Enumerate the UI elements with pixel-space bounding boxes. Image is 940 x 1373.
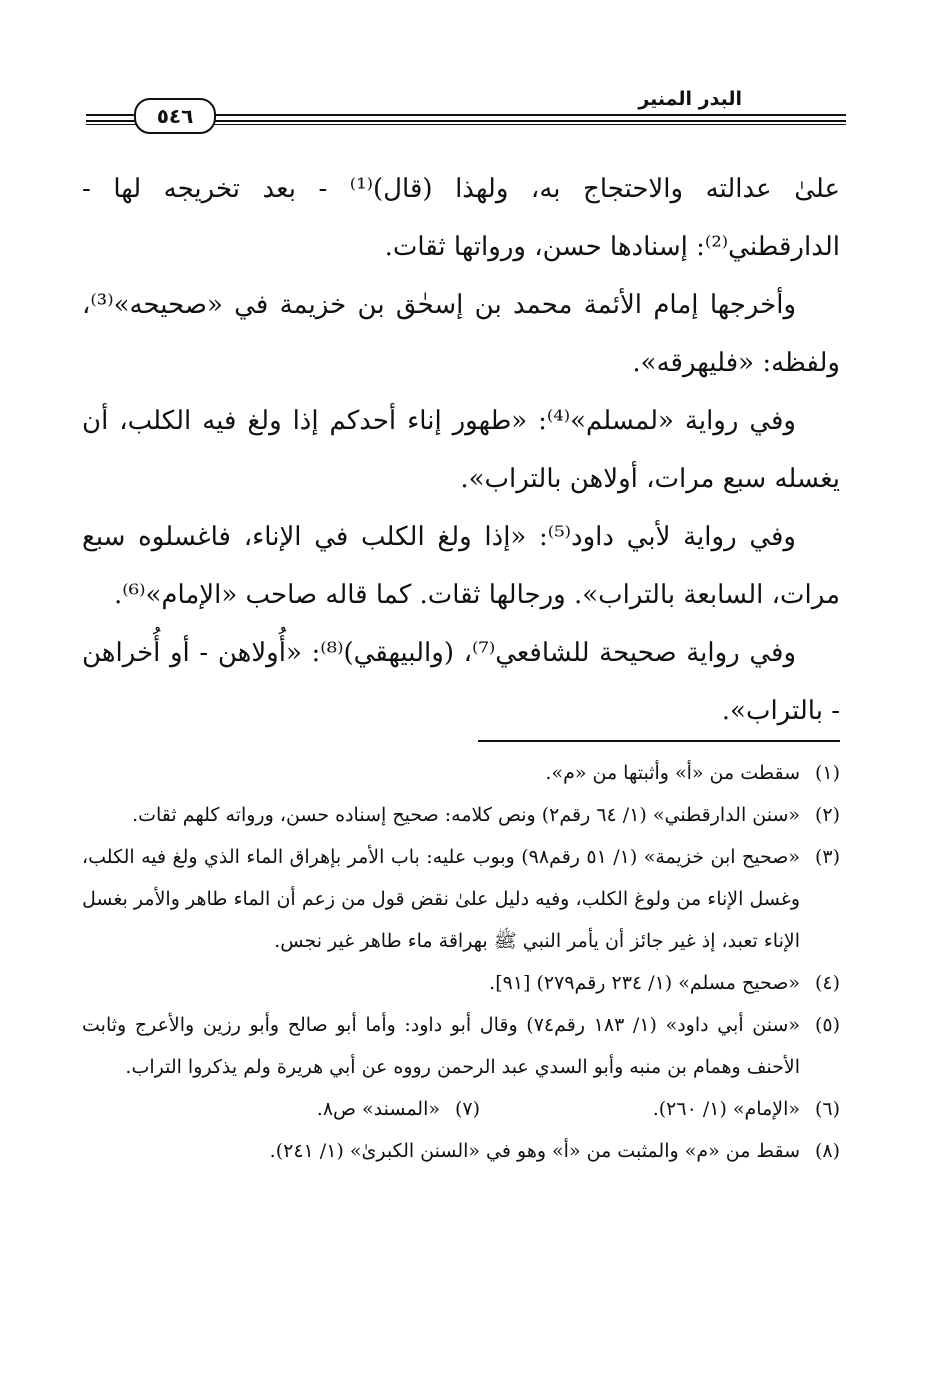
footnote-text: «سنن أبي داود» (١/ ١٨٣ رقم٧٤) وقال أبو داود: وأما أبو صالح وأبو رزين والأعرج وثابت الأحنف وهمام بن منبه وأبو السدي عبد الرحمن رووه عن أبي هريرة ولم يذكروا التراب. bbox=[82, 1014, 800, 1078]
main-text bbox=[82, 160, 840, 740]
footnote-number: (١) bbox=[814, 762, 840, 784]
footnote-number: (٤) bbox=[814, 972, 840, 994]
footnote-number: (٦) bbox=[814, 1098, 840, 1120]
paragraph: وأخرجها إمام الأئمة محمد بن إسحٰق بن خزيمة في «صحيحه»⁽³⁾، ولفظه: «فليهرقه». bbox=[82, 290, 840, 378]
footnote-text: سقطت من «أ» وأثبتها من «م». bbox=[545, 762, 800, 784]
footnote bbox=[82, 962, 840, 1004]
footnote bbox=[480, 1088, 840, 1130]
paragraph: علىٰ عدالته والاحتجاج به، ولهذا (قال)⁽¹⁾ - بعد تخريجه لها - الدارقطني⁽²⁾: إسنادها حسن، ورواتها ثقات. bbox=[82, 174, 840, 262]
paragraph: وفي رواية «لمسلم»⁽⁴⁾: «طهور إناء أحدكم إذا ولغ فيه الكلب، أن يغسله سبع مرات، أولاهن بالتراب». bbox=[82, 406, 840, 494]
footnote-text: «الإمام» (١/ ٢٦٠). bbox=[652, 1098, 800, 1120]
footnote-text: «المسند» ص٨. bbox=[316, 1098, 440, 1120]
footnote-number: (٧) bbox=[454, 1098, 480, 1120]
footnote-text: «سنن الدارقطني» (١/ ٦٤ رقم٢) ونص كلامه: صحيح إسناده حسن، ورواته كلهم ثقات. bbox=[132, 804, 800, 826]
footnote-text: سقط من «م» والمثبت من «أ» وهو في «السنن الكبرىٰ» (١/ ٢٤١). bbox=[269, 1140, 800, 1162]
footnote bbox=[82, 1130, 840, 1172]
footnote bbox=[82, 836, 840, 962]
footnotes bbox=[82, 752, 840, 1172]
running-title: البدر المنير bbox=[638, 88, 742, 110]
footnote bbox=[82, 1004, 840, 1088]
footnote-text: «صحيح ابن خزيمة» (١/ ٥١ رقم٩٨) وبوب عليه: باب الأمر بإهراق الماء الذي ولغ فيه الكلب، وغسل الإناء من ولوغ الكلب، وفيه دليل علىٰ نقض قول من زعم أن الماء طاهر والأمر بغسل الإناء تعبد، إذ غير جائز أن يأمر النبي ﷺ بهراقة ماء طاهر غير نجس. bbox=[82, 846, 800, 952]
footnote bbox=[120, 1088, 480, 1130]
paragraph: وفي رواية لأبي داود⁽⁵⁾: «إذا ولغ الكلب في الإناء، فاغسلوه سبع مرات، السابعة بالتراب». ورجالها ثقات. كما قاله صاحب «الإمام»⁽⁶⁾. bbox=[82, 522, 840, 610]
footnote-separator bbox=[478, 740, 840, 742]
footnote bbox=[82, 752, 840, 794]
footnote-number: (٢) bbox=[814, 804, 840, 826]
page-number: ٥٤٦ bbox=[134, 98, 216, 134]
page-header bbox=[86, 84, 846, 130]
footnote-number: (٨) bbox=[814, 1140, 840, 1162]
footnote-number: (٥) bbox=[814, 1014, 840, 1036]
paragraph: وفي رواية صحيحة للشافعي⁽⁷⁾، (والبيهقي)⁽⁸⁾: «أُولاهن - أو أُخراهن - بالتراب». bbox=[82, 638, 840, 726]
footnote-number: (٣) bbox=[814, 846, 840, 868]
footnote-text: «صحيح مسلم» (١/ ٢٣٤ رقم٢٧٩) [٩١]. bbox=[489, 972, 800, 994]
footnote bbox=[82, 794, 840, 836]
footnote-row bbox=[82, 1088, 840, 1130]
